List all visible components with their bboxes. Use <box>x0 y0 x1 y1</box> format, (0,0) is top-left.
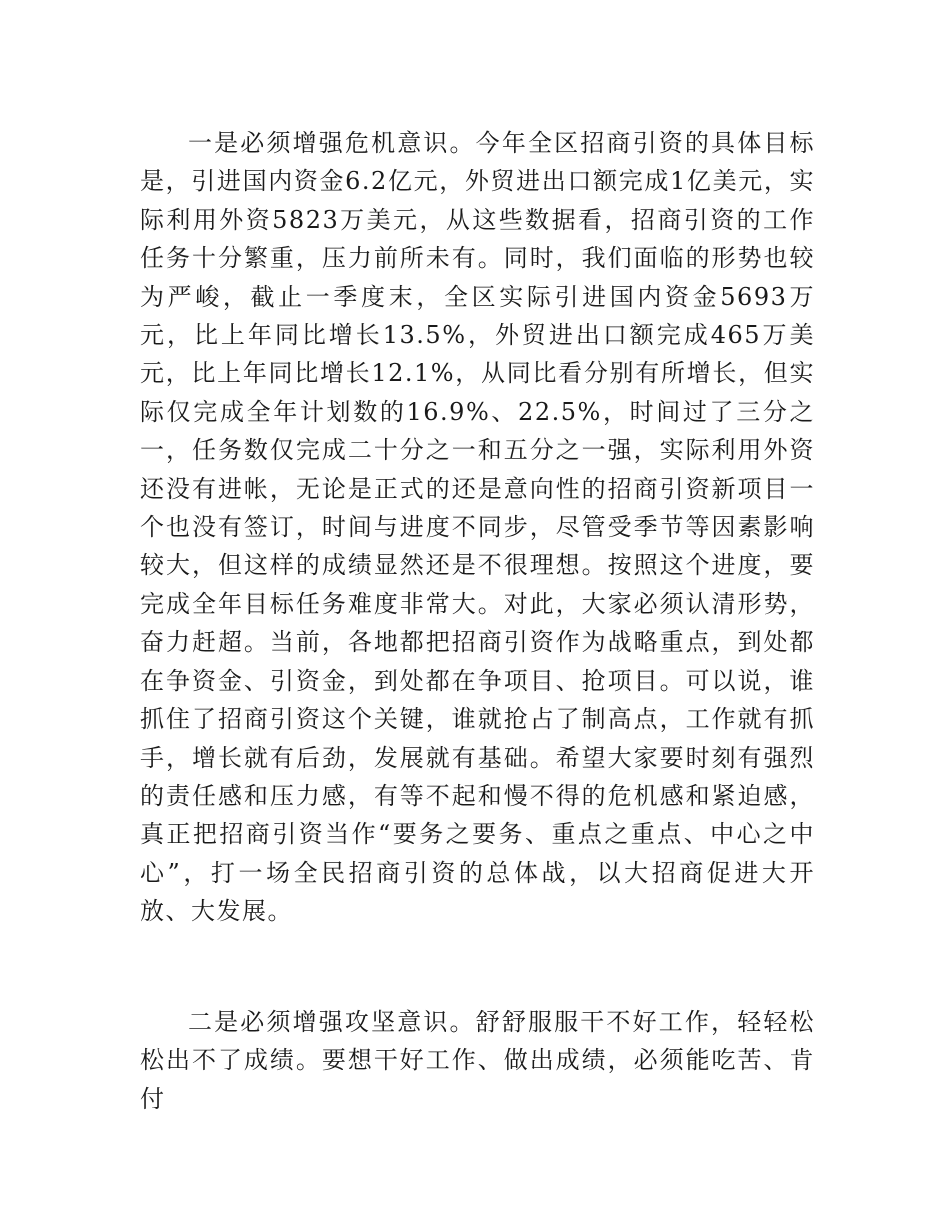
paragraph-crisis-awareness: 一是必须增强危机意识。今年全区招商引资的具体目标是，引进国内资金6.2亿元，外贸进出口额完成1亿美元，实际利用外资5823万美元，从这些数据看，招商引资的工作任务十分繁重，压力前所未有。同时，我们面临的形势也较为严峻，截止一季度末，全区实际引进国内资金5693万元，比上年同比增长13.5%，外贸进出口额完成465万美元，比上年同比增长12.1%，从同比看分别有所增长，但实际仅完成全年计划数的16.9%、22.5%，时间过了三分之一，任务数仅完成二十分之一和五分之一强，实际利用外资还没有进帐，无论是正式的还是意向性的招商引资新项目一个也没有签订，时间与进度不同步，尽管受季节等因素影响较大，但这样的成绩显然还是不很理想。按照这个进度，要完成全年目标任务难度非常大。对此，大家必须认清形势，奋力赶超。当前，各地都把招商引资作为战略重点，到处都在争资金、引资金，到处都在争项目、抢项目。可以说，谁抓住了招商引资这个关键，谁就抢占了制高点，工作就有抓手，增长就有后劲，发展就有基础。希望大家要时刻有强烈的责任感和压力感，有等不起和慢不得的危机感和紧迫感，真正把招商引资当作“要务之要务、重点之重点、中心之中心”，打一场全民招商引资的总体战，以大招商促进大开放、大发展。 <box>140 129 815 926</box>
paragraph-tackling-awareness: 二是必须增强攻坚意识。舒舒服服干不好工作，轻轻松松出不了成绩。要想干好工作、做出成绩，必须能吃苦、肯付 <box>140 1008 815 1113</box>
